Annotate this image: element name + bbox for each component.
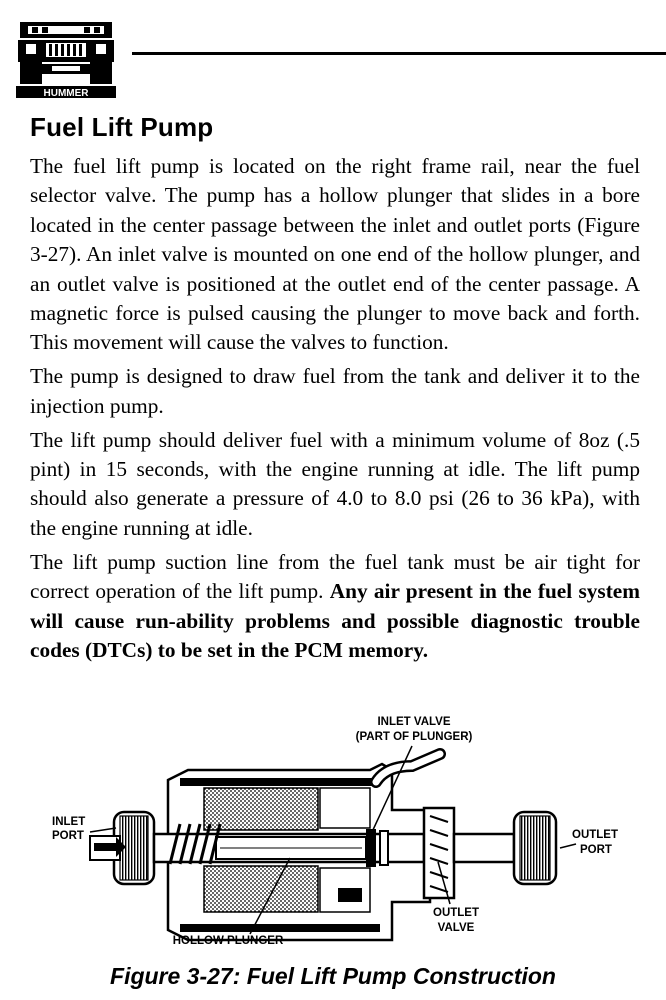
page-title: Fuel Lift Pump — [30, 112, 214, 142]
pump-diagram — [20, 712, 640, 962]
figure-caption: Figure 3-27: Fuel Lift Pump Construction — [110, 963, 556, 989]
label-outlet-valve-2: VALVE — [437, 922, 475, 934]
pump-diagram-svg — [20, 712, 640, 962]
label-inlet-port-1: INLET — [52, 816, 86, 828]
hummer-vehicle-logo-icon — [16, 14, 116, 100]
label-inlet-port-2: PORT — [52, 830, 84, 842]
label-outlet-port-2: PORT — [580, 844, 612, 856]
warning-text: Any air present in the fuel system will cause run-ability problems and possible diagnostic trouble codes (DTCs) to be set in the PCM memory. — [30, 579, 640, 662]
top-hose — [376, 754, 440, 782]
label-outlet-valve-1: OUTLET — [433, 907, 479, 919]
hummer-logo — [16, 14, 116, 100]
paragraph: The pump is designed to draw fuel from the tank and deliver it to the injection pump. — [30, 364, 640, 418]
leader-inlet-port — [90, 828, 116, 832]
leader-outlet-port — [560, 844, 576, 848]
paragraph-text: The lift pump suction line from the fuel tank must be air tight for correct operation of the lift pump. — [30, 549, 640, 604]
label-inlet-valve: INLET VALVE — [377, 716, 451, 728]
body-text — [30, 152, 640, 670]
label-inlet-valve-note: (PART OF PLUNGER) — [355, 731, 473, 743]
brand-text: HUMMER — [43, 88, 89, 99]
paragraph: The lift pump should deliver fuel with a minimum volume of 8oz (.5 pint) in 15 seconds, with the engine running at idle. The lift pump should also generate a pressure of 4.0 to 8.0 psi (26 to 36 kPa), with the engine running at idle. — [30, 427, 640, 540]
label-outlet-port-1: OUTLET — [572, 829, 618, 841]
paragraph: The fuel lift pump is located on the right frame rail, near the fuel selector valve. The pump has a hollow plunger that slides in a bore located in the center passage between the inlet and outlet ports (Figure 3-27). An inlet valve is mounted on one end of the hollow plunger, and an outlet valve is positioned at the outlet end of the center passage. A magnetic force is pulsed causing the plunger to move back and forth. This movement will cause the valves to function. — [30, 154, 640, 355]
header-rule — [132, 52, 666, 55]
label-hollow-plunger: HOLLOW PLUNGER — [172, 935, 284, 947]
paragraph — [30, 548, 640, 666]
